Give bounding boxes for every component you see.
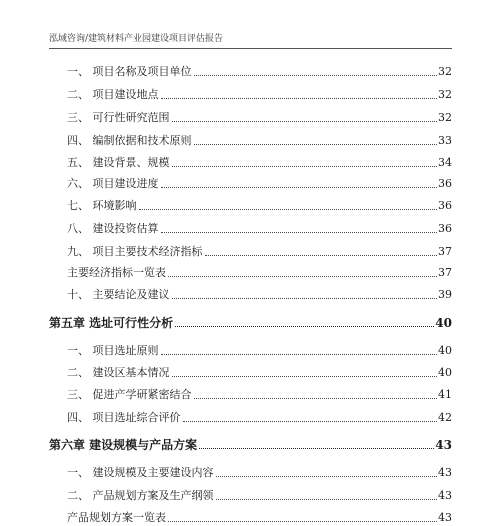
toc-dot-leader (161, 354, 438, 355)
toc-entry-row[interactable] (67, 510, 452, 526)
toc-dot-leader (172, 121, 438, 122)
toc-dot-leader (172, 298, 438, 299)
header-rule (49, 48, 452, 49)
toc-entry-row[interactable] (67, 87, 452, 103)
toc-dot-leader (194, 144, 438, 145)
toc-label: 二、 产品规划方案及生产纲领 (67, 489, 214, 502)
toc-dot-leader (183, 421, 438, 422)
toc-page-number: 40 (438, 344, 452, 357)
toc-dot-leader (194, 398, 438, 399)
toc-entry-row[interactable] (67, 365, 452, 381)
toc-dot-leader (175, 326, 434, 327)
toc-entry-row[interactable] (67, 465, 452, 481)
toc-entry-row[interactable] (67, 155, 452, 171)
toc-page-number: 32 (438, 111, 452, 124)
toc-page-number: 43 (438, 466, 452, 479)
toc-label: 三、 可行性研究范围 (67, 111, 170, 124)
toc-entry-row[interactable] (67, 343, 452, 359)
toc-dot-leader (216, 476, 438, 477)
toc-page-number: 32 (438, 65, 452, 78)
toc-dot-leader (161, 232, 438, 233)
toc-entry-row[interactable] (67, 110, 452, 126)
running-header: 泓域咨询/建筑材料产业园建设项目评估报告 (49, 34, 224, 44)
toc-dot-leader (216, 499, 438, 500)
toc-page-number: 36 (438, 199, 452, 212)
toc-dot-leader (161, 98, 438, 99)
toc-chapter-row[interactable] (49, 315, 452, 331)
toc-entry-row[interactable] (67, 287, 452, 303)
toc-label: 一、 项目名称及项目单位 (67, 65, 192, 78)
toc-page-number: 43 (438, 489, 452, 502)
toc-label: 主要经济指标一览表 (67, 266, 166, 279)
toc-entry-row[interactable] (67, 244, 452, 260)
toc-page-number: 42 (438, 411, 452, 424)
toc-label: 第五章 选址可行性分析 (49, 316, 174, 330)
toc-entry-row[interactable] (67, 221, 452, 237)
toc-page-number: 37 (438, 266, 452, 279)
toc-dot-leader (139, 209, 438, 210)
toc-page-number: 34 (438, 156, 452, 169)
toc-dot-leader (172, 376, 438, 377)
toc-page-number: 33 (438, 134, 452, 147)
toc-label: 三、 促进产学研紧密结合 (67, 388, 192, 401)
toc-page-number: 40 (435, 316, 452, 330)
toc-dot-leader (205, 255, 438, 256)
toc-page-number: 36 (438, 177, 452, 190)
toc-page-number: 32 (438, 88, 452, 101)
toc-page-number: 36 (438, 222, 452, 235)
toc-label: 一、 项目选址原则 (67, 344, 159, 357)
toc-page-number: 43 (438, 511, 452, 524)
toc-entry-row[interactable] (67, 133, 452, 149)
toc-dot-leader (161, 187, 438, 188)
toc-label: 十、 主要结论及建议 (67, 288, 170, 301)
toc-entry-row[interactable] (67, 410, 452, 426)
toc-dot-leader (168, 276, 437, 277)
toc-entry-row[interactable] (67, 265, 452, 281)
toc-entry-row[interactable] (67, 387, 452, 403)
toc-label: 六、 项目建设进度 (67, 177, 159, 190)
toc-label: 一、 建设规模及主要建设内容 (67, 466, 214, 479)
toc-label: 七、 环境影响 (67, 199, 137, 212)
toc-page-number: 37 (438, 245, 452, 258)
toc-label: 二、 建设区基本情况 (67, 366, 170, 379)
toc-page-number: 41 (438, 388, 452, 401)
toc-chapter-row[interactable] (49, 437, 452, 453)
toc-dot-leader (172, 166, 438, 167)
toc-entry-row[interactable] (67, 64, 452, 80)
toc-dot-leader (194, 75, 438, 76)
toc-label: 二、 项目建设地点 (67, 88, 159, 101)
toc-entry-row[interactable] (67, 176, 452, 192)
toc-label: 八、 建设投资估算 (67, 222, 159, 235)
toc-page-number: 39 (438, 288, 452, 301)
toc-dot-leader (168, 521, 437, 522)
toc-page-number: 43 (435, 438, 452, 452)
toc-label: 五、 建设背景、规模 (67, 156, 170, 169)
toc-label: 四、 编制依据和技术原则 (67, 134, 192, 147)
toc-label: 九、 项目主要技术经济指标 (67, 245, 203, 258)
toc-dot-leader (199, 448, 434, 449)
toc-entry-row[interactable] (67, 198, 452, 214)
toc-label: 第六章 建设规模与产品方案 (49, 438, 198, 452)
toc-label: 四、 项目选址综合评价 (67, 411, 181, 424)
toc-label: 产品规划方案一览表 (67, 511, 166, 524)
toc-page-number: 40 (438, 366, 452, 379)
toc-entry-row[interactable] (67, 488, 452, 504)
